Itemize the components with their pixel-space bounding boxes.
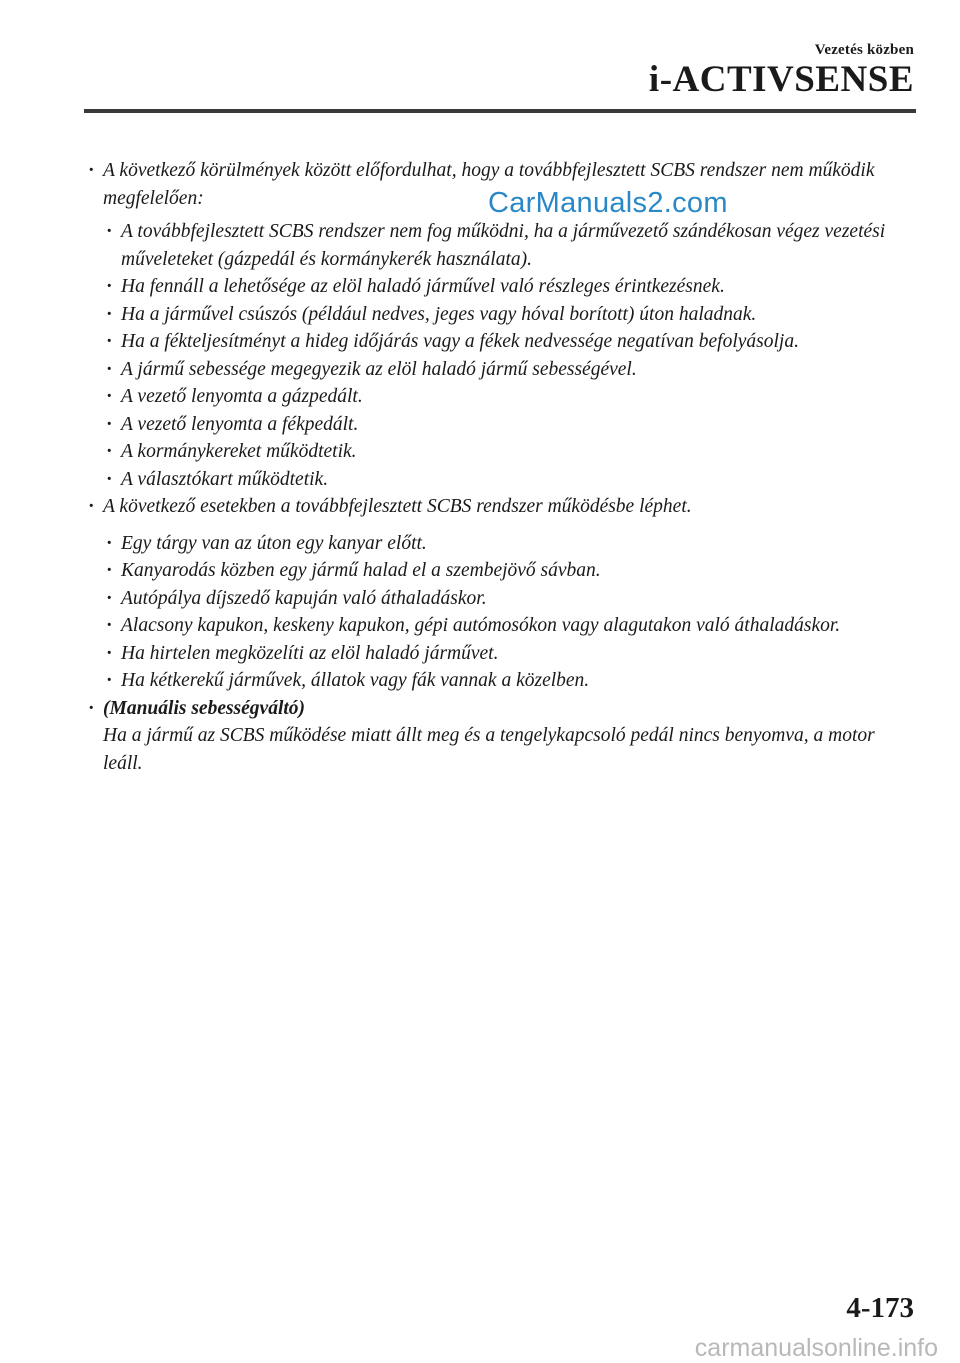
list-item: · A vezető lenyomta a fékpedált. xyxy=(86,411,916,439)
list-item: · A kormánykereket működtetik. xyxy=(86,438,916,466)
header-section-label: Vezetés közben xyxy=(814,42,914,58)
header-rule xyxy=(84,109,916,113)
list-item: · Ha kétkerekű járművek, állatok vagy fák vannak a közelben. xyxy=(86,667,916,695)
manual-transmission-note xyxy=(86,695,916,778)
list-item: · Autópálya díjszedő kapuján való áthaladáskor. xyxy=(86,585,916,613)
watermark-logo: CarManuals2.com xyxy=(488,187,728,219)
activation-list xyxy=(86,530,916,695)
list-item: · Ha a fékteljesítményt a hideg időjárás vagy a fékek nedvessége negatívan befolyásolja. xyxy=(86,328,916,356)
header-title: i-ACTIVSENSE xyxy=(648,59,914,100)
page-number: 4-173 xyxy=(846,1292,914,1324)
note-title: · (Manuális sebességváltó) xyxy=(103,697,306,719)
list-item: · Ha hirtelen megközelíti az elöl haladó járművet. xyxy=(86,640,916,668)
conditions-list xyxy=(86,218,916,493)
list-item: · Alacsony kapukon, keskeny kapukon, gépi autómosókon vagy alagutakon való áthaladáskor. xyxy=(86,612,916,640)
footer-watermark: carmanualsonline.info xyxy=(694,1334,938,1362)
list-item: · A jármű sebessége megegyezik az elöl haladó jármű sebességével. xyxy=(86,356,916,384)
list-item: · A választókart működtetik. xyxy=(86,466,916,494)
list-item: · Ha a járművel csúszós (például nedves, jeges vagy hóval borított) úton haladnak. xyxy=(86,301,916,329)
bullet-intro-activation: · A következő esetekben a továbbfejlesztett SCBS rendszer működésbe léphet. xyxy=(86,493,916,521)
list-item: · A vezető lenyomta a gázpedált. xyxy=(86,383,916,411)
note-text: Ha a jármű az SCBS működése miatt állt meg és a tengelykapcsoló pedál nincs benyomva, a motor leáll. xyxy=(103,725,875,774)
list-item: · Ha fennáll a lehetősége az elöl haladó járművel való részleges érintkezésnek. xyxy=(86,273,916,301)
list-item: · A továbbfejlesztett SCBS rendszer nem fog működni, ha a járművezető szándékosan végez vezetési műveleteket (gázpedál és kormánykerék használata). xyxy=(86,218,916,273)
list-item: · Kanyarodás közben egy jármű halad el a szembejövő sávban. xyxy=(86,557,916,585)
bullet-intro-conditions: · A következő körülmények között előfordulhat, hogy a továbbfejlesztett SCBS rendszer nem működik megfelelően: xyxy=(86,157,916,212)
content xyxy=(86,157,916,777)
list-item: · Egy tárgy van az úton egy kanyar előtt. xyxy=(86,530,916,558)
